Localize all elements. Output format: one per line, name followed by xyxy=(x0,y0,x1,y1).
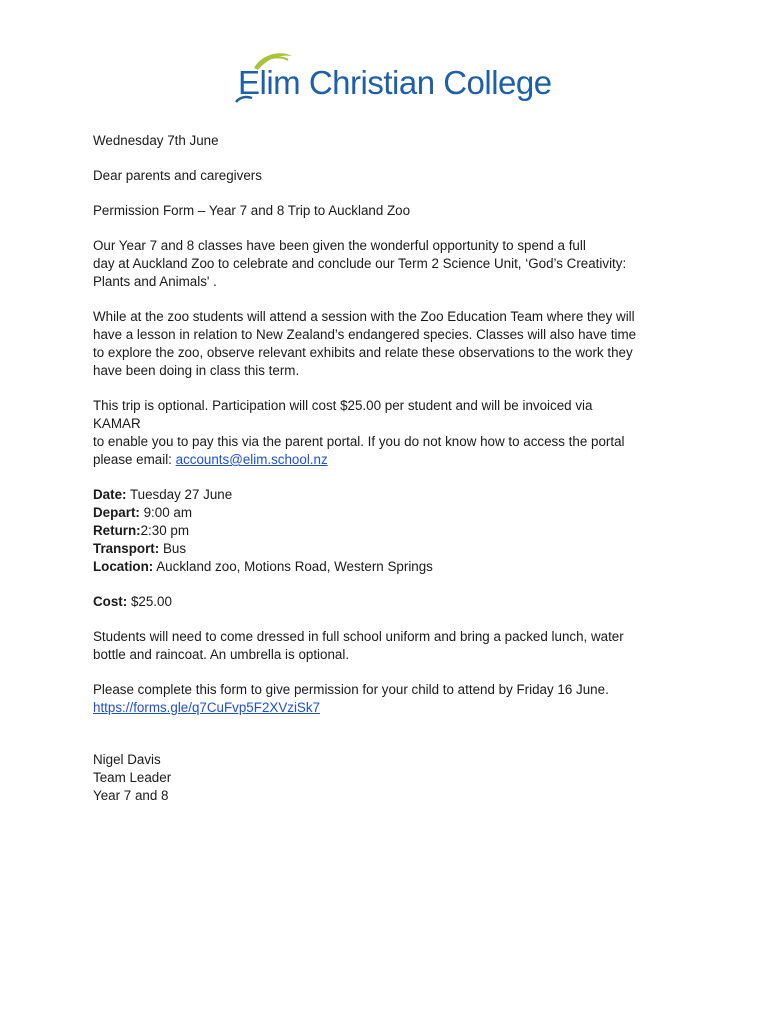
return-value: 2:30 pm xyxy=(140,523,189,538)
text-line: While at the zoo students will attend a session with the Zoo Education Team where they will xyxy=(93,309,635,324)
paragraph-session xyxy=(93,308,693,380)
location-value: Auckland zoo, Motions Road, Western Springs xyxy=(153,559,433,574)
text-line: please email: xyxy=(93,452,176,467)
paragraph-uniform xyxy=(93,628,693,664)
letter-greeting: Dear parents and caregivers xyxy=(93,168,262,183)
text-line: have been doing in class this term. xyxy=(93,363,300,378)
letter-date: Wednesday 7th June xyxy=(93,133,219,148)
trip-cost xyxy=(93,593,693,611)
logo-text: Elim Christian College xyxy=(238,64,552,101)
signature-name: Nigel Davis xyxy=(93,752,161,767)
trip-details xyxy=(93,486,693,576)
form-link[interactable]: https://forms.gle/q7CuFvp5F2XVziSk7 xyxy=(93,700,320,715)
text-line: KAMAR xyxy=(93,416,141,431)
location-label: Location: xyxy=(93,559,154,574)
date-value: Tuesday 27 June xyxy=(126,487,233,502)
text-line: to enable you to pay this via the parent portal. If you do not know how to access the portal xyxy=(93,434,625,449)
transport-value: Bus xyxy=(159,541,187,556)
school-logo xyxy=(232,50,552,110)
text-line: Our Year 7 and 8 classes have been given the wonderful opportunity to spend a full xyxy=(93,238,586,253)
depart-label: Depart: xyxy=(93,505,140,520)
transport-label: Transport: xyxy=(93,541,160,556)
paragraph-form xyxy=(93,681,693,717)
paragraph-payment xyxy=(93,397,693,469)
text-line: bottle and raincoat. An umbrella is optional. xyxy=(93,647,350,662)
text-line: This trip is optional. Participation will cost $25.00 per student and will be invoiced via xyxy=(93,398,593,413)
signature-block xyxy=(93,751,693,805)
letter-body xyxy=(93,132,693,805)
signature-role: Team Leader xyxy=(93,770,172,785)
text-line: Students will need to come dressed in full school uniform and bring a packed lunch, water xyxy=(93,629,624,644)
depart-value: 9:00 am xyxy=(139,505,192,520)
cost-label: Cost: xyxy=(93,594,128,609)
text-line: day at Auckland Zoo to celebrate and conclude our Term 2 Science Unit, ‘God’s Creativity: xyxy=(93,256,627,271)
date-label: Date: xyxy=(93,487,127,502)
return-label: Return: xyxy=(93,523,141,538)
text-line: Please complete this form to give permission for your child to attend by Friday 16 June. xyxy=(93,682,609,697)
cost-value: $25.00 xyxy=(127,594,172,609)
text-line: have a lesson in relation to New Zealand’s endangered species. Classes will also have time xyxy=(93,327,637,342)
signature-group: Year 7 and 8 xyxy=(93,788,169,803)
text-line: Plants and Animals' . xyxy=(93,274,217,289)
paragraph-intro xyxy=(93,237,693,291)
letter-subject: Permission Form – Year 7 and 8 Trip to Auckland Zoo xyxy=(93,203,411,218)
email-link[interactable]: accounts@elim.school.nz xyxy=(175,452,328,467)
text-line: to explore the zoo, observe relevant exhibits and relate these observations to the work they xyxy=(93,345,633,360)
